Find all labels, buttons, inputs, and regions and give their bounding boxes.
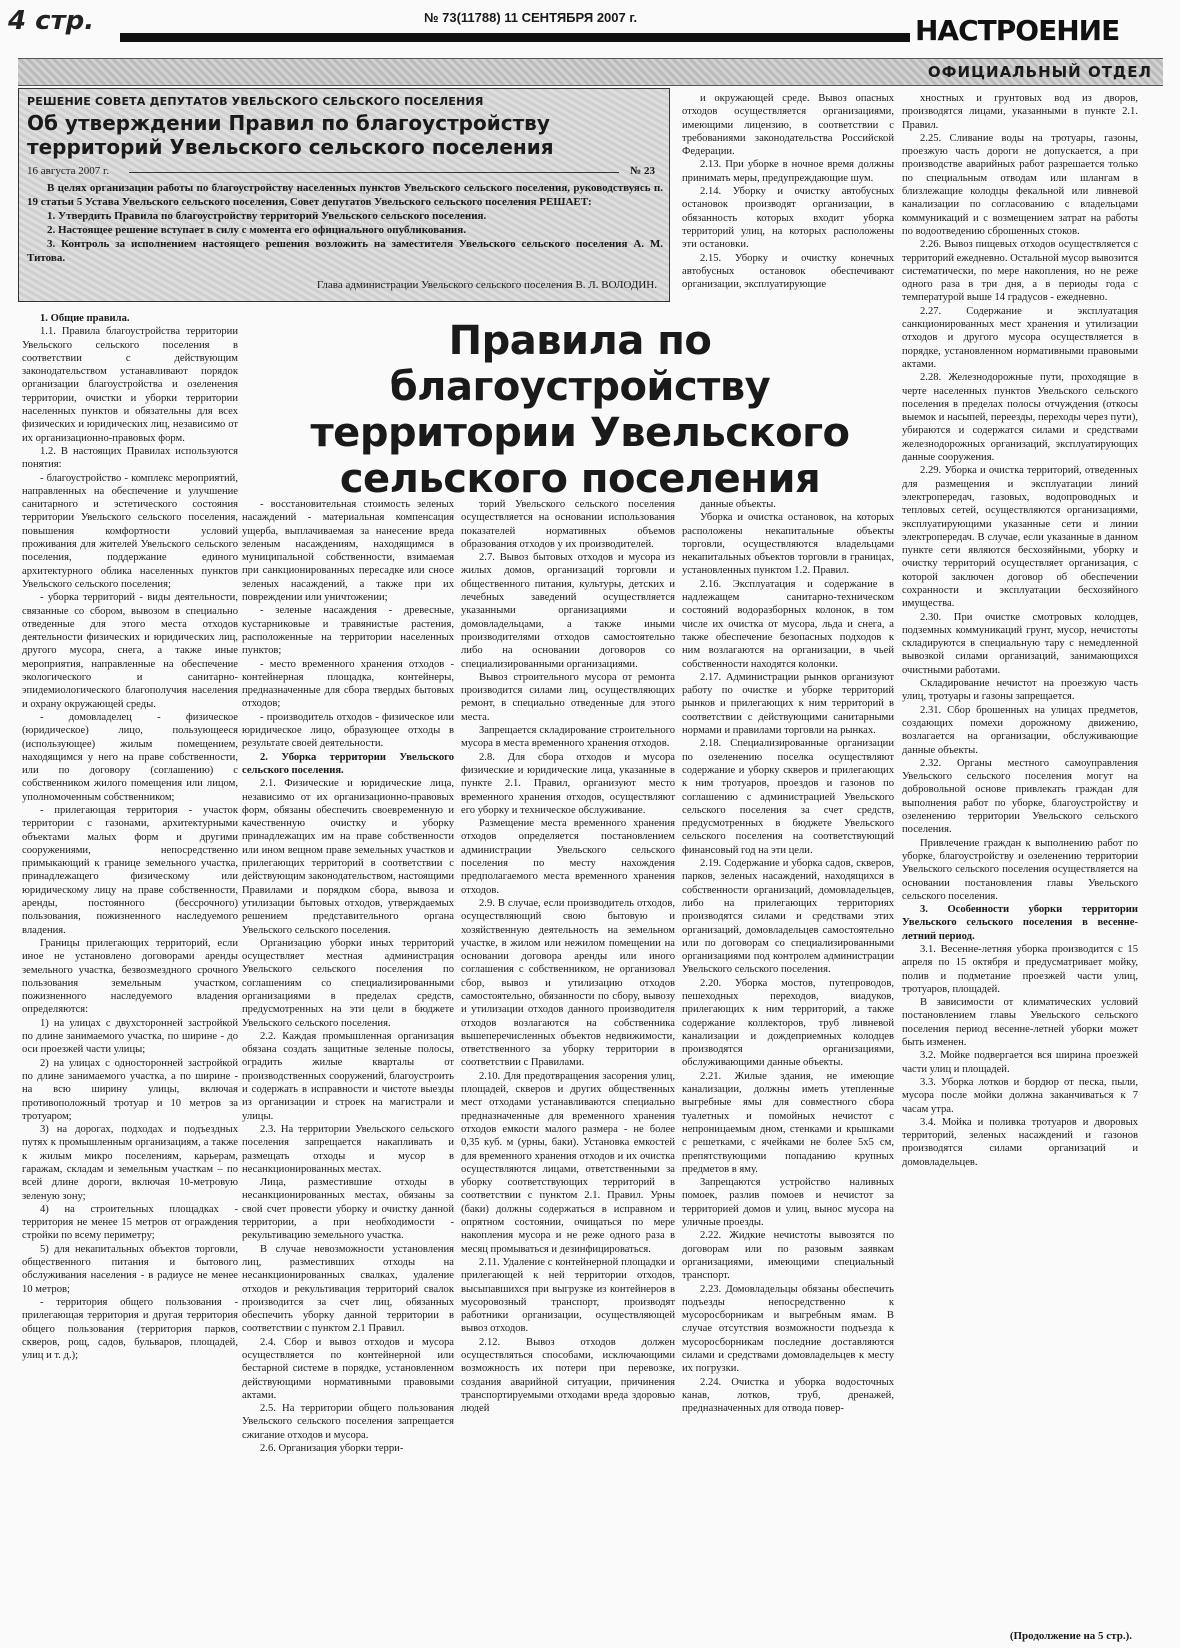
column-2 <box>242 498 454 1455</box>
paragraph: 2.14. Уборку и очистку автобусных остановок производят организации, в обязанность которых входит уборка территорий улиц, на которых расположены эти остановки. <box>682 186 894 251</box>
paragraph: Лица, разместившие отходы в несанкционированных местах, обязаны за свой счет провести уборку и очистку данной территории, а при необходимости - рекультивацию земельного участка. <box>242 1177 454 1242</box>
issue-info: № 73(11788) 11 СЕНТЯБРЯ 2007 г. <box>420 10 641 25</box>
section-heading: 1. Общие правила. <box>40 313 130 324</box>
paragraph: 2.10. Для предотвращения засорения улиц, площадей, скверов и других общественных мест отходами устанавливаются специально предназначенные для временного хранения отходов емкости малого размера - не более 0,35 куб. м (урны, баки). Установка емкостей для временного хранения отходов и их очистка осуществляются лицами, ответственными за уборку соответствующих территорий в соответствии с пунктом 2.1. Правил. Урны (баки) должны содержаться в исправном и опрятном состоянии, очищаться по мере накопления мусора и не реже одного раза в месяц промываться и дезинфицироваться. <box>461 1070 675 1255</box>
paragraph: - домовладелец - физическое (юридическое) лицо, пользующееся (использующее) жилым помещением, находящимся у него на праве собственности, или по договору (соглашению) с собственником жилого помещения или лицом, уполномоченным собственником; <box>22 711 238 803</box>
paragraph: 3.1. Весенне-летняя уборка производится с 15 апреля по 15 октября и предусматривает мойку, полив и подметание проезжей части улиц, тротуаров, площадей. <box>902 944 1138 995</box>
page-number: 4 стр. <box>8 6 95 36</box>
paragraph: 1.2. В настоящих Правилах используются понятия: <box>22 445 238 471</box>
paragraph: - восстановительная стоимость зеленых насаждений - материальная компенсация ущерба, выплачиваемая за нанесение вреда зеленым насаждениям, находящимся в муниципальной собственности, взимаемая при санкционированных пересадке или сносе зеленых насаждений, а также при их повреждении или уничтожении; <box>242 499 454 604</box>
paragraph: 2.4. Сбор и вывоз отходов и мусора осуществляется по контейнерной или бестарной системе в порядке, установленном действующими нормативными правовыми актами. <box>242 1336 454 1401</box>
paragraph: Размещение места временного хранения отходов определяется постановлением администрации Увельского сельского поселения по месту нахождения предполагаемого места временного хранения отходов. <box>461 818 675 896</box>
date-rule <box>129 172 619 173</box>
section-heading: 3. Особенности уборки территории Увельского сельского поселения в весенне-летний период. <box>902 904 1138 942</box>
column-4-top <box>682 92 894 291</box>
decision-signature: Глава администрации Увельского сельского поселения В. Л. ВОЛОДИН. <box>316 279 657 291</box>
paragraph: 2.12. Вывоз отходов должен осуществляться способами, исключающими возможность их потери при перевозке, создания аварийной ситуации, причинения транспортируемыми отходами вреда здоровью людей <box>461 1336 675 1415</box>
paragraph: 2.11. Удаление с контейнерной площадки и прилегающей к ней территории отходов, высыпавшихся при выгрузке из контейнеров в мусоровозный транспорт, производят работники организации, осуществляющей вывоз отходов. <box>461 1256 675 1335</box>
paragraph: 2.16. Эксплуатация и содержание в надлежащем санитарно-техническом состояний водоразборных колонок, в том числе их очистка от мусора, льда и снега, а также обеспечение безопасных подходов к ним возлагаются на организации, в чьей собственности находятся колонки. <box>682 578 894 670</box>
article-title: Правила по благоустройству территории Увельского сельского поселения <box>310 318 850 502</box>
paragraph: - территория общего пользования - прилегающая территория и другая территория общего пользования (территория парков, скверов, рощ, садов, бульваров, площадей, улиц и т. д.); <box>22 1296 238 1362</box>
decision-body <box>27 181 663 265</box>
decision-paragraph: 1. Утвердить Правила по благоустройству территорий Увельского сельского поселения. <box>47 210 487 222</box>
paragraph: Границы прилегающих территорий, если иное не установлено договорами аренды земельного участка, безвозмездного срочного пользования земельным участком, пожизненного наследуемого владения определяются: <box>22 937 238 1016</box>
paragraph: Запрещаются устройство наливных помоек, разлив помоев и нечистот за территорией домов и улиц, вынос мусора на уличные проезды. <box>682 1177 894 1229</box>
paragraph: Складирование нечистот на проезжую часть улиц, тротуары и газоны запрещается. <box>902 678 1138 703</box>
paragraph: - прилегающая территория - участок территории с газонами, архитектурными объектами малых форм и другими сооружениями, непосредственно примыкающий к границе земельного участка, принадлежащего физическому или юридическому лицу на праве собственности, аренды, постоянного (бессрочного) пользования, пожизненного наследуемого владения. <box>22 804 238 936</box>
paragraph: - место временного хранения отходов - контейнерная площадка, контейнеры, предназначенные для сбора твердых бытовых отходов; <box>242 658 454 710</box>
decision-number: № 23 <box>630 165 655 177</box>
paragraph: хностных и грунтовых вод из дворов, производятся лицами, указанными в пункте 2.1. Правил. <box>902 93 1138 131</box>
column-5 <box>902 92 1138 1169</box>
paragraph: 2.1. Физические и юридические лица, независимо от их организационно-правовых форм, обязаны обеспечить своевременную и качественную очистку и уборку принадлежащих им на праве собственности или ином вещном праве земельных участков и прилегающих территорий в соответствии с действующим законодательством, настоящими Правилами и порядком сбора, вывоза и утилизации бытовых отходов, утверждаемых решением представительного органа Увельского сельского поселения. <box>242 778 454 936</box>
paragraph: Привлечение граждан к выполнению работ по уборке, благоустройству и озеленению территории Увельского сельского поселения осуществляется на основании постановления главы Увельского сельского поселения. <box>902 837 1138 902</box>
paragraph: - производитель отходов - физическое или юридическое лицо, образующее отходы в результате своей деятельности. <box>242 711 454 750</box>
paragraph: 3.4. Мойка и поливка тротуаров и дворовых территорий, зеленых насаждений и газонов производятся силами организаций и домовладельцев. <box>902 1116 1138 1168</box>
paragraph: 2.31. Сбор брошенных на улицах предметов, создающих помехи дорожному движению, возлагается на организации, обслуживающие данные объекты. <box>902 704 1138 756</box>
continuation-note: (Продолжение на 5 стр.). <box>1009 1630 1132 1642</box>
paragraph: 2.32. Органы местного самоуправления Увельского сельского поселения могут на добровольной основе привлекать граждан для выполнения работ по уборке, благоустройству и озеленению территории Увельского сельского поселения. <box>902 757 1138 836</box>
paragraph: 2.6. Организация уборки терри- <box>260 1443 404 1455</box>
decision-paragraph: В целях организации работы по благоустройству населенных пунктов Увельского сельского поселения, руководствуясь п. 19 статьи 5 Устава Увельского сельского поселения, Совет депутатов Увельского сельского поселения РЕШАЕТ: <box>27 182 663 208</box>
column-4 <box>682 498 894 1415</box>
paragraph: и окружающей среде. Вывоз опасных отходов осуществляется организациями, имеющими лицензию, в соответствии с требованиями законодательства Российской Федерации. <box>682 93 894 158</box>
paragraph: 5) для некапитальных объектов торговли, общественного питания и бытового обслуживания населения - в радиусе не менее 10 метров; <box>22 1243 238 1295</box>
section-heading: 2. Уборка территории Увельского сельского поселения. <box>242 751 454 776</box>
paragraph: Запрещается складирование строительного мусора в места временного хранения отходов. <box>461 725 675 750</box>
paragraph: торий Увельского сельского поселения осуществляется на основании использования показателей нормативных объемов образования отходов у их производителей. <box>461 499 675 550</box>
paragraph: В случае невозможности установления лиц, разместивших отходы на несанкционированных свалках, удаление отходов и рекультивация территорий свалок производится за счет лиц, обязанных обеспечить уборку данной территории в соответствии с пунктом 2.1 Правил. <box>242 1243 454 1335</box>
column-3 <box>461 498 675 1415</box>
paragraph: - зеленые насаждения - древесные, кустарниковые и травянистые растения, расположенные на территории населенных пунктов; <box>242 605 454 657</box>
paragraph: 1.1. Правила благоустройства территории Увельского сельского поселения в соответствии с действующим законодательством устанавливают порядок организации благоустройства и озеленения территории, очистки и уборки территории населенных пунктов и обязательны для всех физических и юридических лиц, независимо от их организационно-правовых форм. <box>22 326 238 444</box>
paragraph: 2.23. Домовладельцы обязаны обеспечить подъезды непосредственно к мусоросборникам и выгребным ямам. В случае отсутствия возможности подъезда к мусоросборникам последние доставляются силами и средствами домовладельцев к месту их погрузки. <box>682 1283 894 1375</box>
paragraph: 3.2. Мойке подвергается вся ширина проезжей части улиц и площадей. <box>902 1050 1138 1075</box>
paragraph: 2.30. При очистке смотровых колодцев, подземных коммуникаций грунт, мусор, нечистоты складируются в специальную тару с немедленной вывозкой силами организаций, занимающихся очистными работами. <box>902 611 1138 676</box>
paragraph: В зависимости от климатических условий постановлением главы Увельского сельского поселения период весенне-летней уборки может быть изменен. <box>902 997 1138 1049</box>
paragraph: 3.3. Уборка лотков и бордюр от песка, пыли, мусора после мойки должна заканчиваться к 7 часам утра. <box>902 1076 1138 1115</box>
paragraph: 2.18. Специализированные организации по озеленению поселка осуществляют содержание и уборку скверов и прилегающих к ним тротуаров, проездов и газонов по соглашению с администрацией Увельского сельского поселения за счет средств, предусмотренных в бюджете Увельского сельского поселения на соответствующий финансовый год на эти цели. <box>682 738 894 856</box>
paragraph: 2.9. В случае, если производитель отходов, осуществляющий свою бытовую и хозяйственную деятельность на земельном участке, в жилом или нежилом помещении на основании договора аренды или иного соглашения с собственником, не организовал сбор, вывоз и утилизацию отходов самостоятельно, обязанности по сбору, вывозу и утилизации отходов данного производителя отходов возлагаются на собственника вышеперечисленных объектов недвижимости, ответственного за уборку территории в соответствии с Правилами. <box>461 897 675 1069</box>
paragraph: 4) на строительных площадках - территория не менее 15 метров от ограждения стройки по всему периметру; <box>22 1203 238 1242</box>
paragraph: 2.28. Железнодорожные пути, проходящие в черте населенных пунктов Увельского сельского поселения в пределах полосы отчуждения (откосы выемок и насыпей, переезды, переходы через пути), убираются и содержатся силами и средствами железнодорожных организаций, эксплуатирующих данные сооружения. <box>902 372 1138 464</box>
decision-paragraph: 2. Настоящее решение вступает в силу с момента его официального опубликования. <box>47 224 466 236</box>
paragraph: 2.19. Содержание и уборка садов, скверов, парков, зеленых насаждений, находящихся в собственности организаций, домовладельцев, либо на прилегающих территориях производятся силами и средствами этих организаций, домовладельцев самостоятельно или по договорам со специализированными организациями под контролем администрации Увельского сельского поселения. <box>682 858 894 976</box>
paragraph: 2.7. Вывоз бытовых отходов и мусора из жилых домов, организаций торговли и общественного питания, культуры, детских и лечебных заведений осуществляется указанными организациями и домовладельцами, а также иными производителями отходов самостоятельно либо на основании договоров со специализированными организациями. <box>461 552 675 670</box>
paragraph: 2.3. На территории Увельского сельского поселения запрещается накапливать и размещать отходы и мусор в несанкционированных местах. <box>242 1123 454 1175</box>
paragraph: 2) на улицах с односторонней застройкой по длине занимаемого участка, а по ширине - на всю ширину улицы, включая противоположный тротуар и 10 метров за тротуаром; <box>22 1057 238 1122</box>
decision-title: Об утверждении Правил по благоустройству территорий Увельского сельского поселения <box>27 111 554 159</box>
paragraph: 2.20. Уборка мостов, путепроводов, пешеходных переходов, виадуков, прилегающих к ним территорий, а также содержание коллекторов, труб ливневой канализации и дождеприемных колодцев производятся организациями, обслуживающими данные объекты. <box>682 977 894 1069</box>
paragraph: 2.27. Содержание и эксплуатация санкционированных мест хранения и утилизации отходов и другого мусора осуществляется в порядке, установленном нормативными правовыми актами. <box>902 305 1138 370</box>
paragraph: - уборка территорий - виды деятельности, связанные со сбором, вывозом в специально отведенные для этого места отходов деятельности физических и юридических лиц, другого мусора, снега, а также иные мероприятия, направленные на обеспечение экологического и санитарно-эпидемиологического благополучия населения и охрану окружающей среды. <box>22 592 238 710</box>
paragraph: Уборка и очистка остановок, на которых расположены некапитальные объекты торговли, осуществляются владельцами некапитальных объектов торговли в границах, установленных пунктом 1.2. Правил. <box>682 512 894 577</box>
decision-box <box>18 88 670 302</box>
paragraph: 2.21. Жилые здания, не имеющие канализации, должны иметь утепленные выгребные ямы для совместного сбора туалетных и помойных нечистот с непроницаемым дном, стенками и крышками с решетками, с ячейками не более 5х5 см, препятствующими попаданию крупных предметов в яму. <box>682 1070 894 1175</box>
paragraph: 2.17. Администрации рынков организуют работу по очистке и уборке территорий рынков и прилегающих к ним территорий в соответствии с действующими санитарными нормами и правилами торговли на рынках. <box>682 671 894 737</box>
header-rule <box>120 33 910 42</box>
decision-date: 16 августа 2007 г. <box>27 165 110 177</box>
paragraph: - благоустройство - комплекс мероприятий, направленных на обеспечение и улучшение санитарного и эстетического состояния территории Увельского сельского поселения, повышения комфортности условий проживания для жителей Увельского сельского поселения, поддержание единого архитектурного облика населенных пунктов Увельского сельского поселения; <box>22 472 238 590</box>
paragraph: данные объекты. <box>700 499 776 510</box>
column-1 <box>22 312 238 1362</box>
paragraph: 2.29. Уборка и очистка территорий, отведенных для размещения и эксплуатации линий электропередач, газовых, водопроводных и тепловых сетей, осуществляются организациями, эксплуатирующими указанные сети и линии электропередач. В случае, если указанные в данном пункте сети являются бесхозяйными, уборку и очистку территорий осуществляет организация, с которой заключен договор об обеспечении сохранности и эксплуатации бесхозяйного имущества. <box>902 465 1138 610</box>
paragraph: 2.13. При уборке в ночное время должны принимать меры, предупреждающие шум. <box>682 159 894 184</box>
paragraph: 2.2. Каждая промышленная организация обязана создать защитные зеленые полосы, оградить жилые кварталы от производственных сооружений, благоустроить и содержать в исправности и чистоте выезды из организации и строек на магистрали и улицы. <box>242 1030 454 1122</box>
paragraph: Вывоз строительного мусора от ремонта производится силами лиц, осуществляющих ремонт, в специально отведенные для этого места. <box>461 671 675 723</box>
paragraph: 2.8. Для сбора отходов и мусора физические и юридические лица, указанные в пункте 2.1. Правил, организуют место временного хранения отходов, осуществляют его уборку и техническое обслуживание. <box>461 751 675 816</box>
paragraph: 2.24. Очистка и уборка водосточных канав, лотков, труб, дренажей, предназначенных для отвода повер- <box>682 1376 894 1415</box>
newspaper-brand: НАСТРОЕНИЕ <box>915 14 1120 47</box>
section-title: ОФИЦИАЛЬНЫЙ ОТДЕЛ <box>927 63 1152 81</box>
decision-heading: РЕШЕНИЕ СОВЕТА ДЕПУТАТОВ УВЕЛЬСКОГО СЕЛЬСКОГО ПОСЕЛЕНИЯ <box>27 95 484 108</box>
paragraph: 1) на улицах с двухсторонней застройкой по длине занимаемого участка, по ширине - до оси проезжей части улицы; <box>22 1017 238 1056</box>
paragraph: 3) на дорогах, подходах и подъездных путях к промышленным организациям, а также к жилым микро поселениям, карьерам, гаражам, складам и земельным участкам – по всей длине дороги, включая 10-метровую зеленую зону; <box>22 1124 238 1202</box>
paragraph: 2.5. На территории общего пользования Увельского сельского поселения запрещается сжигание отходов и мусора. <box>242 1403 454 1441</box>
decision-paragraph: 3. Контроль за исполнением настоящего решения возложить на заместителя Увельского сельского поселения А. М. Титова. <box>27 238 663 264</box>
paragraph: 2.26. Вывоз пищевых отходов осуществляется с территорий ежедневно. Остальной мусор вывозится систематически, по мере накопления, но не реже одного раза в три дня, а в периоды года с температурой выше 14 градусов - ежедневно. <box>902 239 1138 304</box>
paragraph: 2.22. Жидкие нечистоты вывозятся по договорам или по разовым заявкам организациями, имеющими специальный транспорт. <box>682 1230 894 1282</box>
paragraph: 2.25. Сливание воды на тротуары, газоны, проезжую часть дороги не допускается, а при производстве аварийных работ разрешается только по специальным отводам или шлангам в близлежащие колодцы фекальной или ливневой канализации по согласованию с владельцами коммуникаций и с возмещением затрат на работы по водоотведению сброшенных стоков. <box>902 132 1138 237</box>
paragraph: 2.15. Уборку и очистку конечных автобусных остановок обеспечивают организации, эксплуатирующие <box>682 252 894 291</box>
paragraph: Организацию уборки иных территорий осуществляет местная администрация Увельского сельского поселения по соглашениям со специализированными организациями в пределах средств, предусмотренных на эти цели в бюджете Увельского сельского поселения. <box>242 937 454 1029</box>
